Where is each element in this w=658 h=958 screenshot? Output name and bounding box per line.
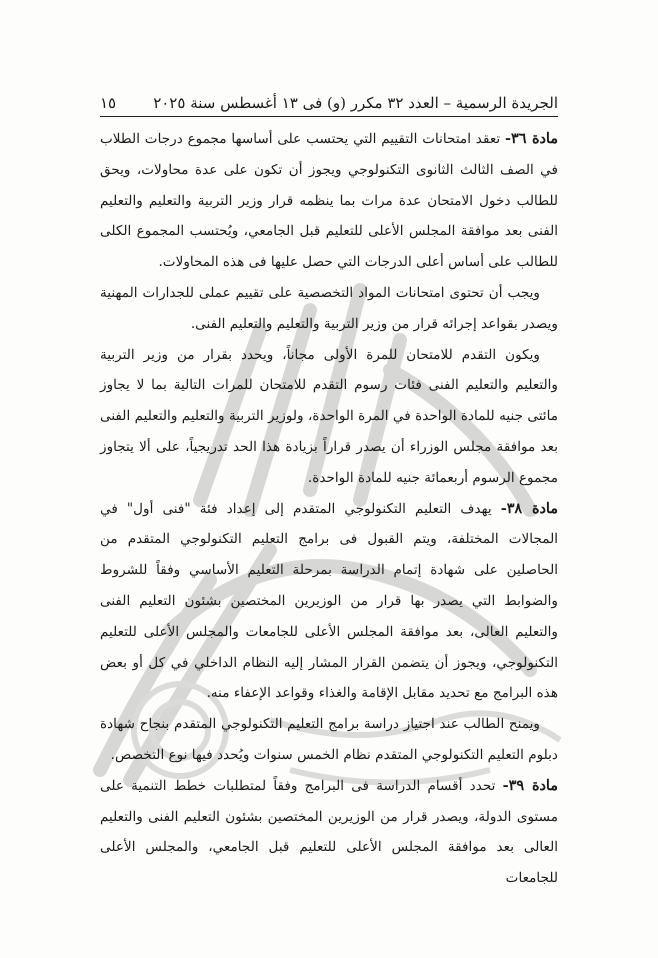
page-number: ١٥ xyxy=(100,94,117,112)
paragraph-text: ويمنح الطالب عند اجتياز دراسة برامج التعليم التكنولوجي المتقدم بنجاح شهادة دبلوم التعليم التكنولوجي المتقدم نظام الخمس سنوات ويُحدد فيها نوع التخصص. xyxy=(100,716,558,763)
page-header xyxy=(100,88,558,112)
article-38-paragraph-2 xyxy=(100,709,558,771)
paragraph-text: يهدف التعليم التكنولوجي المتقدم إلى إعداد فئة "فنى أول" في المجالات المختلفة، ويتم القبول فى برامج التعليم التكنولوجي المتقدم من الحاصلين على شهادة إتمام الدراسة بمرحلة التعليم الأساسي وفقاً للشروط والضوابط التي يصدر بها قرار من الوزيرين المختصين بشئون التعليم الفنى والتعليم العالى، بعد موافقة المجلس الأعلى للجامعات والمجلس الأعلى للتعليم التكنولوجي، ويجوز أن يتضمن القرار المشار إليه النظام الداخلي في كل أو بعض هذه البرامج مع تحديد مقابل الإقامة والغذاء وقواعد الإعفاء منه. xyxy=(100,500,558,702)
document-body xyxy=(100,124,558,894)
paragraph-text: تحدد أقسام الدراسة فى البرامج وفقاً لمتطلبات خطط التنمية على مستوى الدولة، ويصدر قرار من الوزيرين المختصين بشئون التعليم الفنى والتعليم العالى بعد موافقة المجلس الأعلى للتعليم قبل الجامعي، والمجلس الأعلى للجامعات xyxy=(100,777,558,887)
article-label: مادة ٣٩- xyxy=(502,776,558,794)
paragraph-text: تعقد امتحانات التقييم التي يحتسب على أساسها مجموع درجات الطلاب في الصف الثالث الثانوى التكنولوجي ويجوز أن تكون على عدة محاولات، ويحق للطالب دخول الامتحان عدة مرات بما ينظمه قرار وزير التربية والتعليم والتعليم الفنى بعد موافقة المجلس الأعلى للتعليم قبل الجامعي، ويُحتسب المجموع الكلى للطالب على أساس أعلى الدرجات التي حصل عليها فى هذه المحاولات. xyxy=(100,131,558,271)
article-36-paragraph xyxy=(100,124,558,278)
article-38-paragraph xyxy=(100,494,558,710)
paragraph-text: ويجب أن تحتوى امتحانات المواد التخصصية على تقييم عملى للجدارات المهنية ويصدر بقواعد إجرائه قرار من وزير التربية والتعليم والتعليم الفنى. xyxy=(100,284,558,332)
article-36-paragraph-2 xyxy=(100,278,558,340)
header-title: الجريدة الرسمية – العدد ٣٢ مكرر (و) فى ١٣ أغسطس سنة ٢٠٢٥ xyxy=(153,94,558,112)
article-label: مادة ٣٦- xyxy=(504,130,558,147)
header-divider xyxy=(100,116,558,117)
article-39-paragraph xyxy=(100,771,558,894)
article-36-paragraph-3 xyxy=(100,340,558,494)
article-label: مادة ٣٨- xyxy=(500,499,558,517)
paragraph-text: ويكون التقدم للامتحان للمرة الأولى مجاناً، ويحدد بقرار من وزير التربية والتعليم والتعليم الفنى فئات رسوم التقدم للامتحان للمرات التالية بما لا يجاوز مائتى جنيه للمادة الواحدة في المرة الواحدة، ولوزير التربية والتعليم والتعليم الفنى بعد موافقة مجلس الوزراء أن يصدر قراراً بزيادة هذا الحد تدريجياً، على ألا يتجاوز مجموع الرسوم أربعمائة جنيه للمادة الواحدة. xyxy=(100,346,558,486)
